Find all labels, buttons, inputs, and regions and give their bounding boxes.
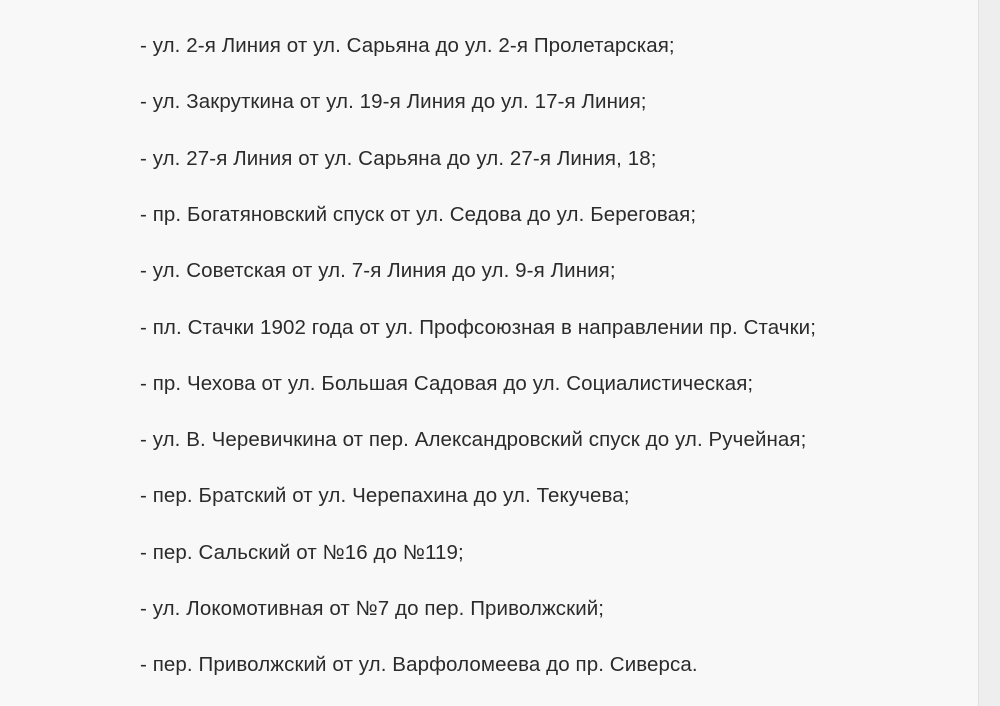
list-item: - пр. Чехова от ул. Большая Садовая до ул. Социалистическая;	[140, 372, 754, 395]
list-item: - пер. Приволжский от ул. Варфоломеева до пр. Сиверса.	[140, 653, 698, 676]
list-item: - ул. 2-я Линия от ул. Сарьяна до ул. 2-я Пролетарская;	[140, 34, 675, 57]
list-item: - ул. В. Черевичкина от пер. Александровский спуск до ул. Ручейная;	[140, 428, 807, 451]
list-item: - пер. Братский от ул. Черепахина до ул. Текучева;	[140, 484, 630, 507]
right-page-edge	[978, 0, 1000, 706]
list-item: - пл. Стачки 1902 года от ул. Профсоюзная в направлении пр. Стачки;	[140, 316, 817, 339]
list-item: - ул. 27-я Линия от ул. Сарьяна до ул. 27-я Линия, 18;	[140, 147, 657, 170]
list-item: - пр. Богатяновский спуск от ул. Седова до ул. Береговая;	[140, 203, 697, 226]
list-item: - ул. Локомотивная от №7 до пер. Приволжский;	[140, 597, 605, 620]
list-item: - ул. Советская от ул. 7-я Линия до ул. 9-я Линия;	[140, 259, 616, 282]
list-item: - ул. Закруткина от ул. 19-я Линия до ул. 17-я Линия;	[140, 90, 647, 113]
list-item: - пер. Сальский от №16 до №119;	[140, 541, 464, 564]
